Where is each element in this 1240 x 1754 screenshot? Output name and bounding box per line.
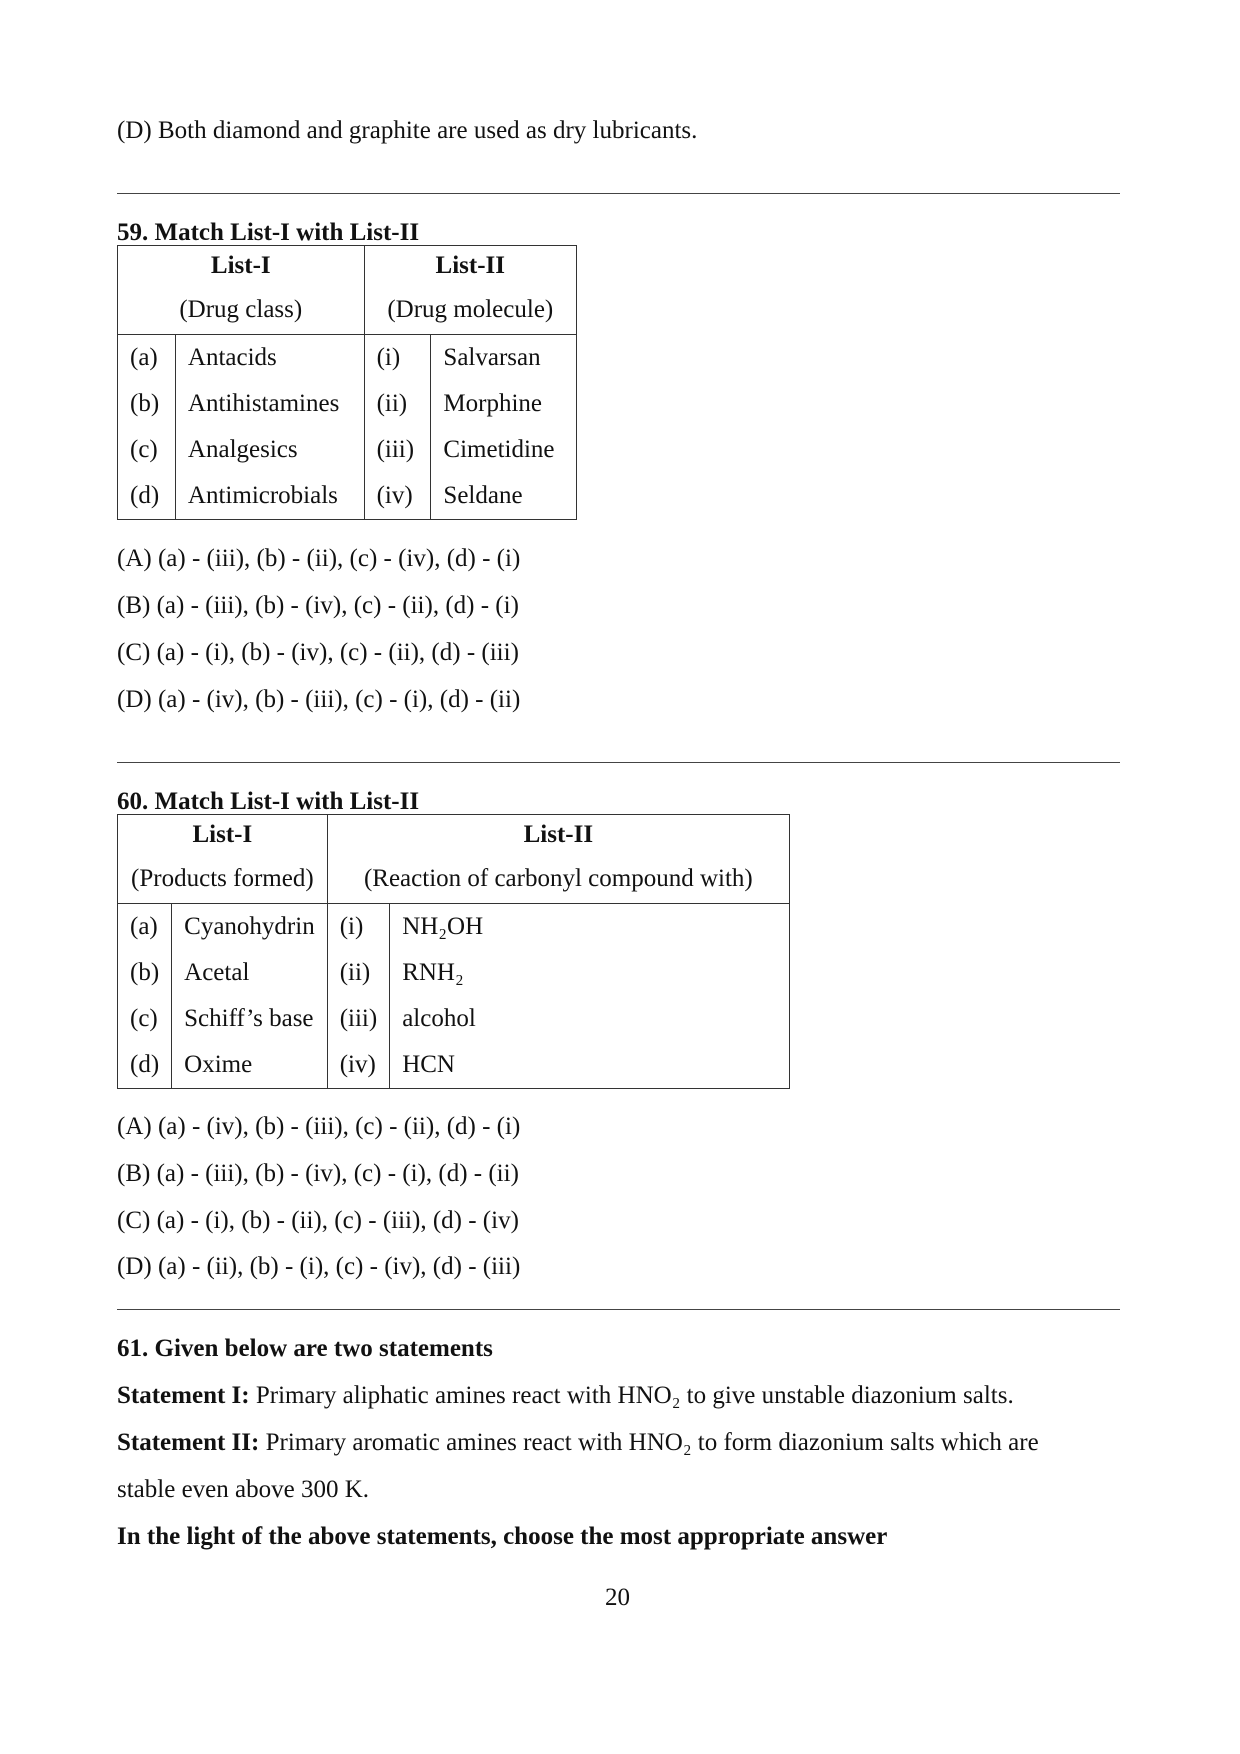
list1-title: List-I xyxy=(118,815,328,856)
statement-2-label: Statement II: xyxy=(117,1429,260,1456)
q60-option-a: (A) (a) - (iv), (b) - (iii), (c) - (ii), (d) - (i) xyxy=(117,1113,521,1140)
row-key: (a) xyxy=(118,904,172,951)
row-key: (d) xyxy=(118,473,176,520)
table-row xyxy=(118,427,577,473)
row-value: Salvarsan xyxy=(431,335,577,382)
list2-title: List-II xyxy=(327,815,789,856)
q61-instruction: In the light of the above statements, choose the most appropriate answer xyxy=(117,1523,888,1550)
page-number: 20 xyxy=(605,1584,630,1611)
table-row xyxy=(118,996,790,1042)
list1-title: List-I xyxy=(118,246,365,287)
q59-option-a: (A) (a) - (iii), (b) - (ii), (c) - (iv), (d) - (i) xyxy=(117,545,521,572)
row-key: (b) xyxy=(118,381,176,427)
table-row xyxy=(118,335,577,382)
table-row xyxy=(118,381,577,427)
row-key: (i) xyxy=(327,904,390,951)
list1-subtitle: (Drug class) xyxy=(118,286,365,335)
q61-heading: 61. Given below are two statements xyxy=(117,1335,493,1362)
q59-option-b: (B) (a) - (iii), (b) - (iv), (c) - (ii), (d) - (i) xyxy=(117,592,519,619)
row-value: HCN xyxy=(390,1042,790,1089)
row-key: (ii) xyxy=(364,381,431,427)
q58-option-d: (D) Both diamond and graphite are used as dry lubricants. xyxy=(117,117,698,144)
q60-option-c: (C) (a) - (i), (b) - (ii), (c) - (iii), (d) - (iv) xyxy=(117,1207,519,1234)
q59-heading: 59. Match List-I with List-II xyxy=(117,219,420,246)
q60-match-table xyxy=(117,814,790,1089)
row-key: (iv) xyxy=(364,473,431,520)
row-key: (iv) xyxy=(327,1042,390,1089)
statement-2-text: Primary aromatic amines react with HNO₂ to form diazonium salts which are xyxy=(259,1429,1039,1456)
q60-heading: 60. Match List-I with List-II xyxy=(117,788,420,815)
table-row xyxy=(118,950,790,996)
row-key: (iii) xyxy=(327,996,390,1042)
row-key: (b) xyxy=(118,950,172,996)
row-key: (iii) xyxy=(364,427,431,473)
q59-match-table xyxy=(117,245,577,520)
row-value: Schiff’s base xyxy=(172,996,328,1042)
divider xyxy=(117,193,1120,194)
divider xyxy=(117,1309,1120,1310)
divider xyxy=(117,762,1120,763)
statement-1-text: Primary aliphatic amines react with HNO₂ to give unstable diazonium salts. xyxy=(249,1382,1014,1409)
row-key: (d) xyxy=(118,1042,172,1089)
row-key: (ii) xyxy=(327,950,390,996)
row-key: (c) xyxy=(118,996,172,1042)
q60-option-d: (D) (a) - (ii), (b) - (i), (c) - (iv), (d) - (iii) xyxy=(117,1253,521,1280)
table-row xyxy=(118,1042,790,1089)
list1-subtitle: (Products formed) xyxy=(118,855,328,904)
statement-1-label: Statement I: xyxy=(117,1382,250,1409)
table-row xyxy=(118,904,790,951)
q60-option-b: (B) (a) - (iii), (b) - (iv), (c) - (i), (d) - (ii) xyxy=(117,1160,519,1187)
row-key: (a) xyxy=(118,335,176,382)
q59-option-d: (D) (a) - (iv), (b) - (iii), (c) - (i), (d) - (ii) xyxy=(117,686,521,713)
row-value: Seldane xyxy=(431,473,577,520)
row-value: Cyanohydrin xyxy=(172,904,328,951)
list2-subtitle: (Reaction of carbonyl compound with) xyxy=(327,855,789,904)
row-value: Antimicrobials xyxy=(175,473,364,520)
row-value: Antihistamines xyxy=(175,381,364,427)
row-value: Cimetidine xyxy=(431,427,577,473)
row-value: Acetal xyxy=(172,950,328,996)
statement-2-continued: stable even above 300 K. xyxy=(117,1476,370,1503)
row-value: RNH₂ xyxy=(390,950,790,996)
table-row xyxy=(118,473,577,520)
row-value: Morphine xyxy=(431,381,577,427)
row-value: alcohol xyxy=(390,996,790,1042)
list2-title: List-II xyxy=(364,246,576,287)
row-value: NH₂OH xyxy=(390,904,790,951)
row-value: Analgesics xyxy=(175,427,364,473)
row-key: (i) xyxy=(364,335,431,382)
statement-1 xyxy=(117,1381,1014,1411)
row-value: Oxime xyxy=(172,1042,328,1089)
q59-option-c: (C) (a) - (i), (b) - (iv), (c) - (ii), (d) - (iii) xyxy=(117,639,519,666)
row-key: (c) xyxy=(118,427,176,473)
list2-subtitle: (Drug molecule) xyxy=(364,286,576,335)
statement-2 xyxy=(117,1428,1039,1458)
row-value: Antacids xyxy=(175,335,364,382)
